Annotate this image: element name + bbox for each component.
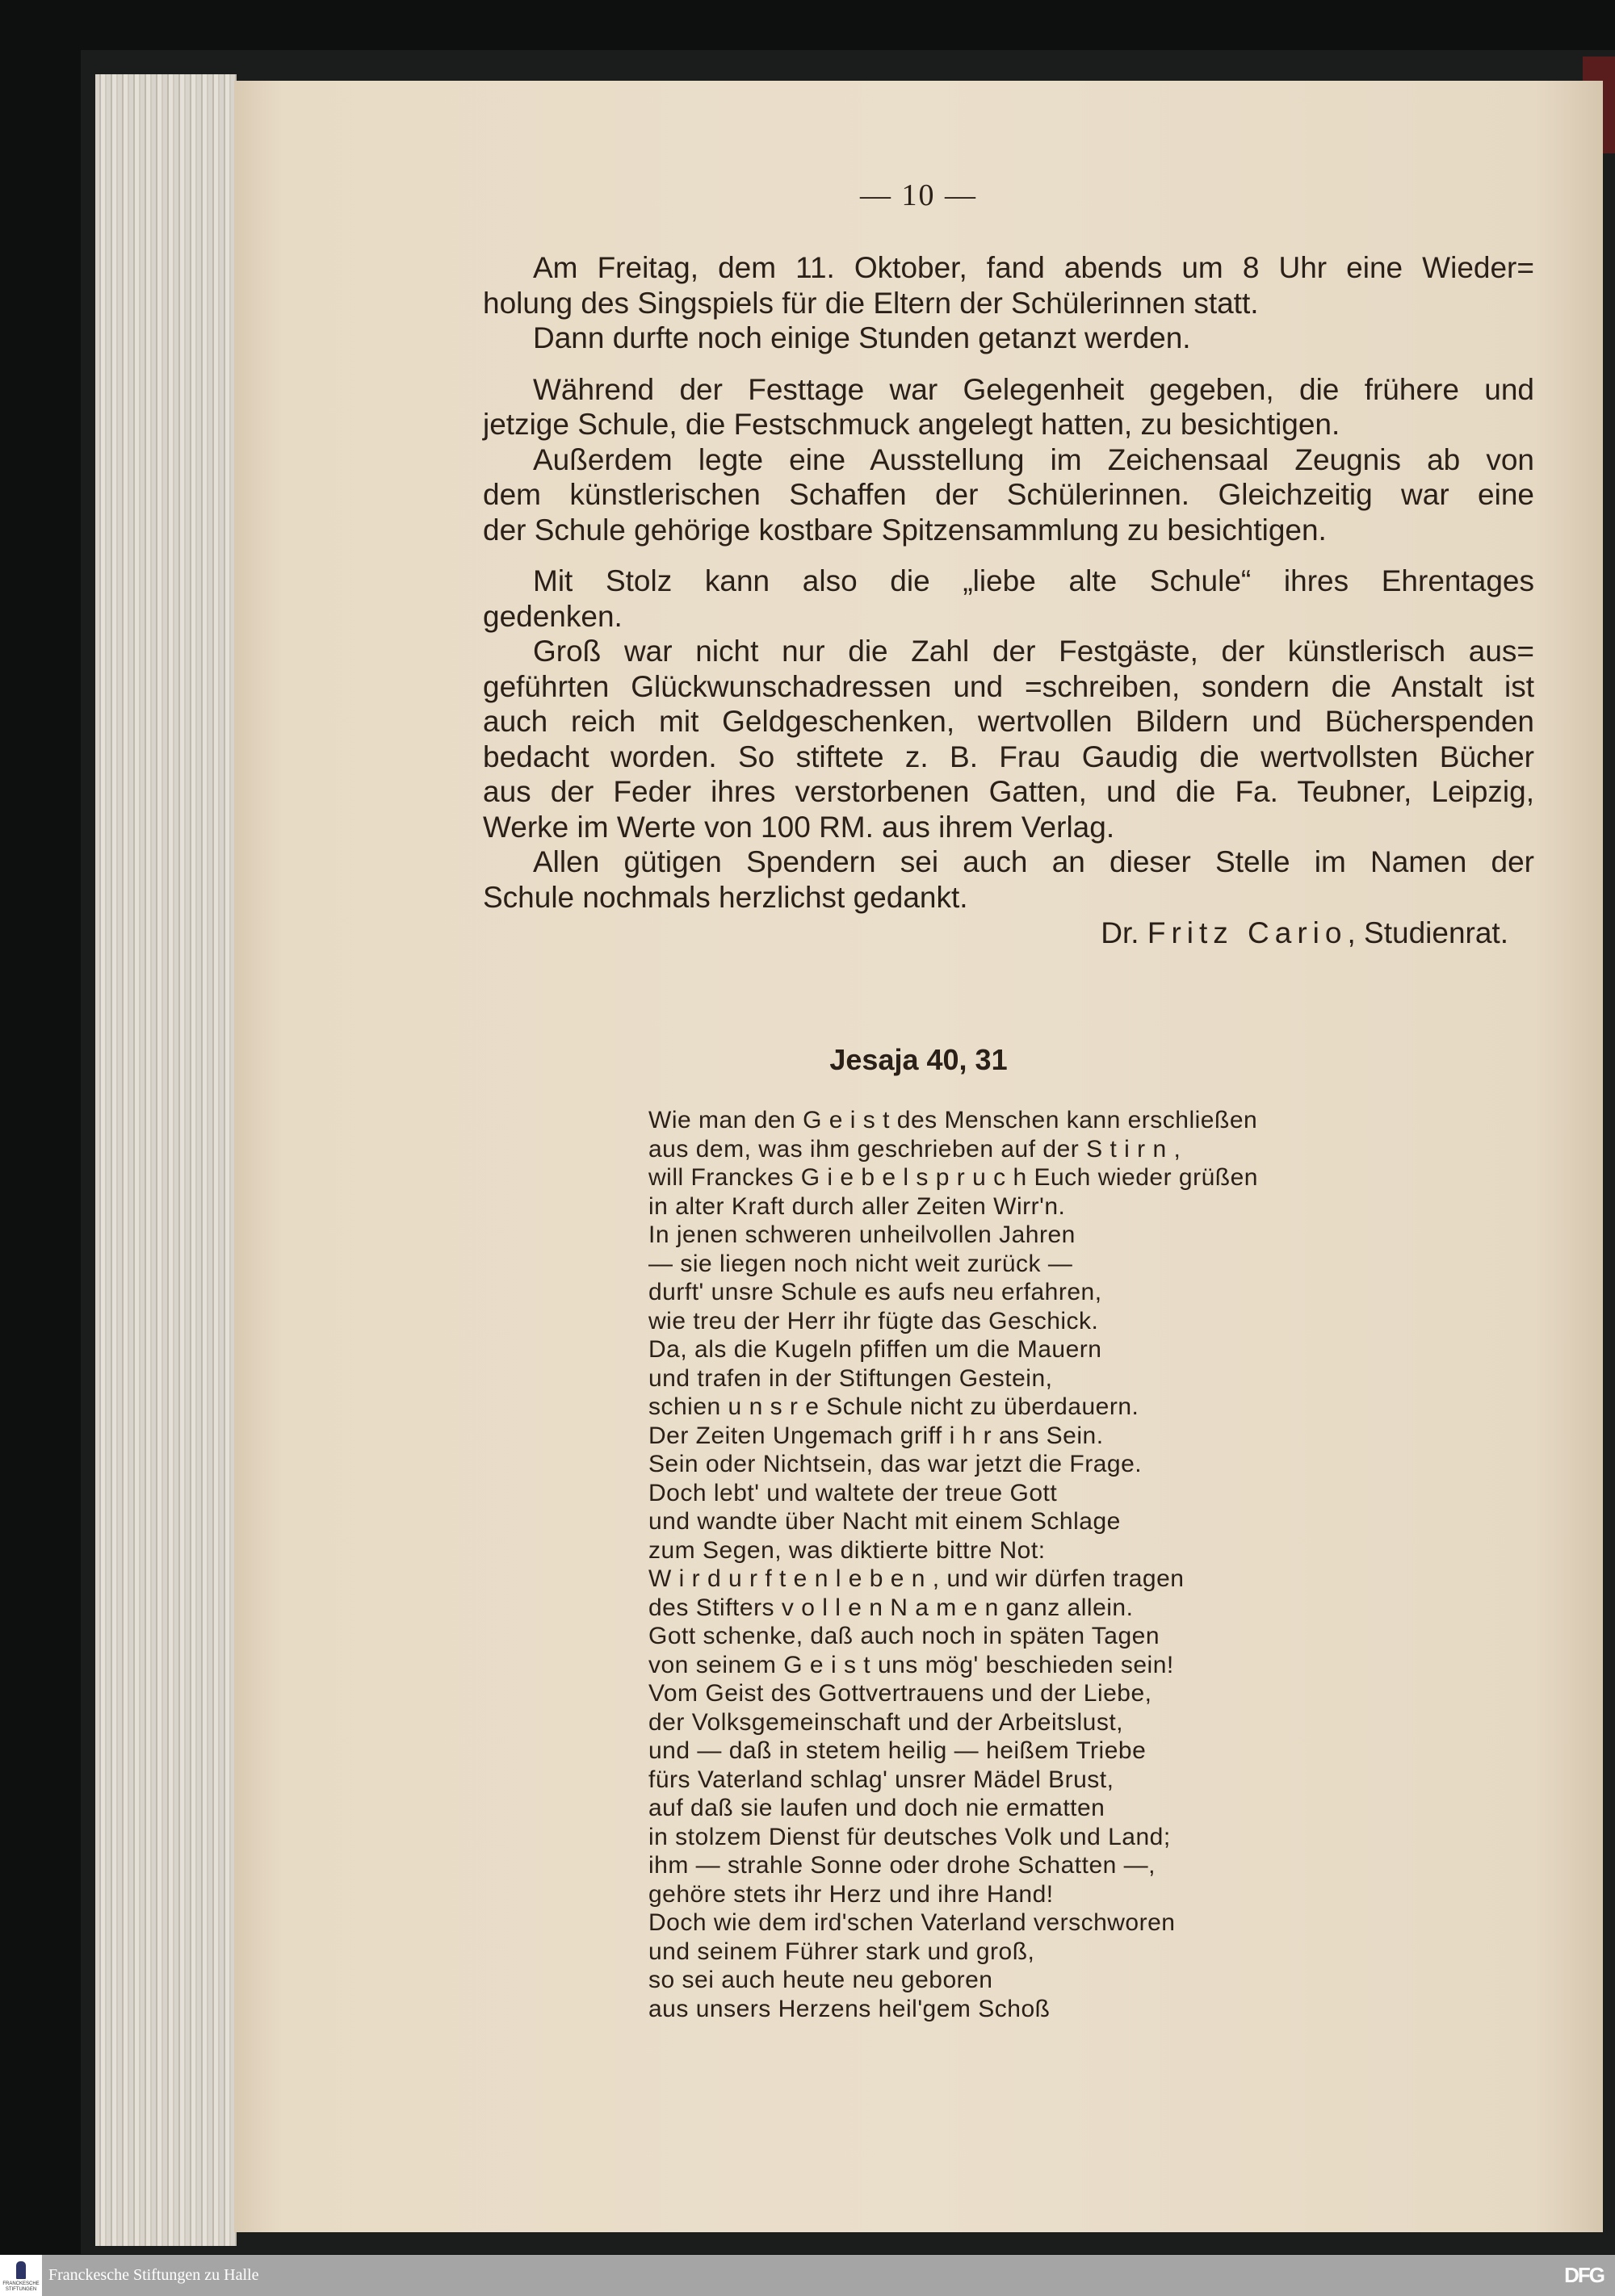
text-line: Am Freitag, dem 11. Oktober, fand abends um 8 Uhr eine Wieder= [533,251,1534,284]
signature-name: Fritz Cario [1147,916,1348,949]
poem-line: gehöre stets ihr Herz und ihre Hand! [648,1880,1054,1908]
poem-line: — sie liegen noch nicht weit zurück — [648,1250,1073,1277]
text-line: Während der Festtage war Gelegenheit gegeben, die frühere und [533,372,1534,406]
text-line: jetzige Schule, die Festschmuck angelegt hatten, zu besichtigen. [483,408,1340,441]
text-line: Allen gütigen Spendern sei auch an dieser Stelle im Namen der [533,845,1534,878]
poem-line: ihm — strahle Sonne oder drohe Schatten —, [648,1852,1156,1879]
poem-line: Da, als die Kugeln pfiffen um die Mauern [648,1336,1102,1363]
poem-line: Wie man den G e i s t des Menschen kann erschließen [648,1107,1258,1133]
logo-caption: FRANCKESCHE STIFTUNGEN [2,2281,40,2292]
poem-title: Jesaja 40, 31 [829,1043,1008,1076]
poem-line: Der Zeiten Ungemach griff i h r ans Sein. [648,1422,1104,1449]
signature-role: , Studienrat. [1347,916,1508,949]
text-line: Werke im Werte von 100 RM. aus ihrem Verlag. [483,810,1115,844]
poem-line: Doch lebt' und waltete der treue Gott [648,1479,1058,1506]
page-edges [95,74,237,2246]
text-line: gedenken. [483,599,623,633]
text-line: bedacht worden. So stiftete z. B. Frau Gaudig die wertvollsten Bücher [483,739,1534,773]
report-text [483,250,1534,952]
poem-line: aus unsers Herzens heil'gem Schoß [648,1995,1051,2022]
poem-line: durft' unsre Schule es aufs neu erfahren, [648,1279,1102,1305]
poem-line: und wandte über Nacht mit einem Schlage [648,1508,1121,1535]
dfg-logo: DFG [1564,2263,1604,2287]
text-line: auch reich mit Geldgeschenken, wertvollen Bildern und Bücherspenden [483,705,1534,738]
poem-line: In jenen schweren unheilvollen Jahren [648,1221,1076,1248]
paragraph [483,564,1534,634]
poem-line: zum Segen, was diktierte bittre Not: [648,1536,1046,1564]
poem-line: Doch wie dem ird'schen Vaterland verschworen [648,1909,1176,1936]
text-line: Schule nochmals herzlichst gedankt. [483,880,968,914]
poem [648,1106,1258,2023]
institution-name[interactable]: Franckesche Stiftungen zu Halle [48,2266,259,2284]
text-line: geführten Glückwunschadressen und =schreiben, sondern die Anstalt ist [483,669,1534,703]
poem-line: Sein oder Nichtsein, das war jetzt die Frage. [648,1451,1143,1477]
poem-line: fürs Vaterland schlag' unsrer Mädel Brust, [648,1766,1114,1793]
text-line: dem künstlerischen Schaffen der Schülerinnen. Gleichzeitig war eine [483,478,1534,511]
text-line: aus der Feder ihres verstorbenen Gatten, und die Fa. Teubner, Leipzig, [483,775,1534,808]
poem-line: und — daß in stetem heilig — heißem Triebe [648,1737,1147,1764]
book-page [234,81,1603,2232]
poem-line: auf daß sie laufen und doch nie ermatten [648,1795,1105,1821]
footer-bar [0,2255,1615,2296]
text-line: Dann durfte noch einige Stunden getanzt werden. [533,321,1191,354]
poem-line: der Volksgemeinschaft und der Arbeitslust, [648,1708,1123,1736]
signature-title: Dr. [1101,916,1139,949]
text-line: der Schule gehörige kostbare Spitzensammlung zu besichtigen. [483,513,1327,547]
poem-line: von seinem G e i s t uns mög' beschieden sein! [648,1651,1174,1678]
paragraph [483,442,1534,548]
paragraph [483,250,1534,321]
poem-line: des Stifters v o l l e n N a m e n ganz allein. [648,1594,1134,1621]
poem-line: so sei auch heute neu geboren [648,1967,993,1993]
paragraph [483,634,1534,844]
text-line: Mit Stolz kann also die „liebe alte Schule“ ihres Ehrentages [533,564,1534,597]
poem-line: W i r d u r f t e n l e b e n , und wir dürfen tragen [648,1565,1185,1592]
paragraph [483,372,1534,442]
poem-line: in alter Kraft durch aller Zeiten Wirr'n. [648,1192,1066,1220]
statue-icon [16,2261,26,2279]
page-number: — 10 — [860,178,977,212]
paragraph [483,321,1534,356]
poem-line: wie treu der Herr ihr fügte das Geschick. [648,1307,1099,1334]
text-line: holung des Singspiels für die Eltern der Schülerinnen statt. [483,286,1259,320]
poem-line: aus dem, was ihm geschrieben auf der S t i r n , [648,1135,1181,1163]
poem-line: schien u n s r e Schule nicht zu überdauern. [648,1393,1139,1420]
poem-line: und trafen in der Stiftungen Gestein, [648,1364,1053,1392]
poem-line: in stolzem Dienst für deutsches Volk und Land; [648,1823,1171,1850]
poem-line: will Franckes G i e b e l s p r u c h Euch wieder grüßen [648,1164,1258,1191]
text-line: Außerdem legte eine Ausstellung im Zeichensaal Zeugnis ab von [533,442,1534,476]
paragraph [483,844,1534,915]
poem-line: Vom Geist des Gottvertrauens und der Liebe, [648,1680,1152,1707]
institution-logo [0,2255,42,2296]
text-line: Groß war nicht nur die Zahl der Festgäste, der künstlerisch aus= [533,635,1534,668]
poem-line: Gott schenke, daß auch noch in späten Tagen [648,1623,1160,1649]
poem-line: und seinem Führer stark und groß, [648,1938,1035,1965]
signature [483,915,1534,952]
